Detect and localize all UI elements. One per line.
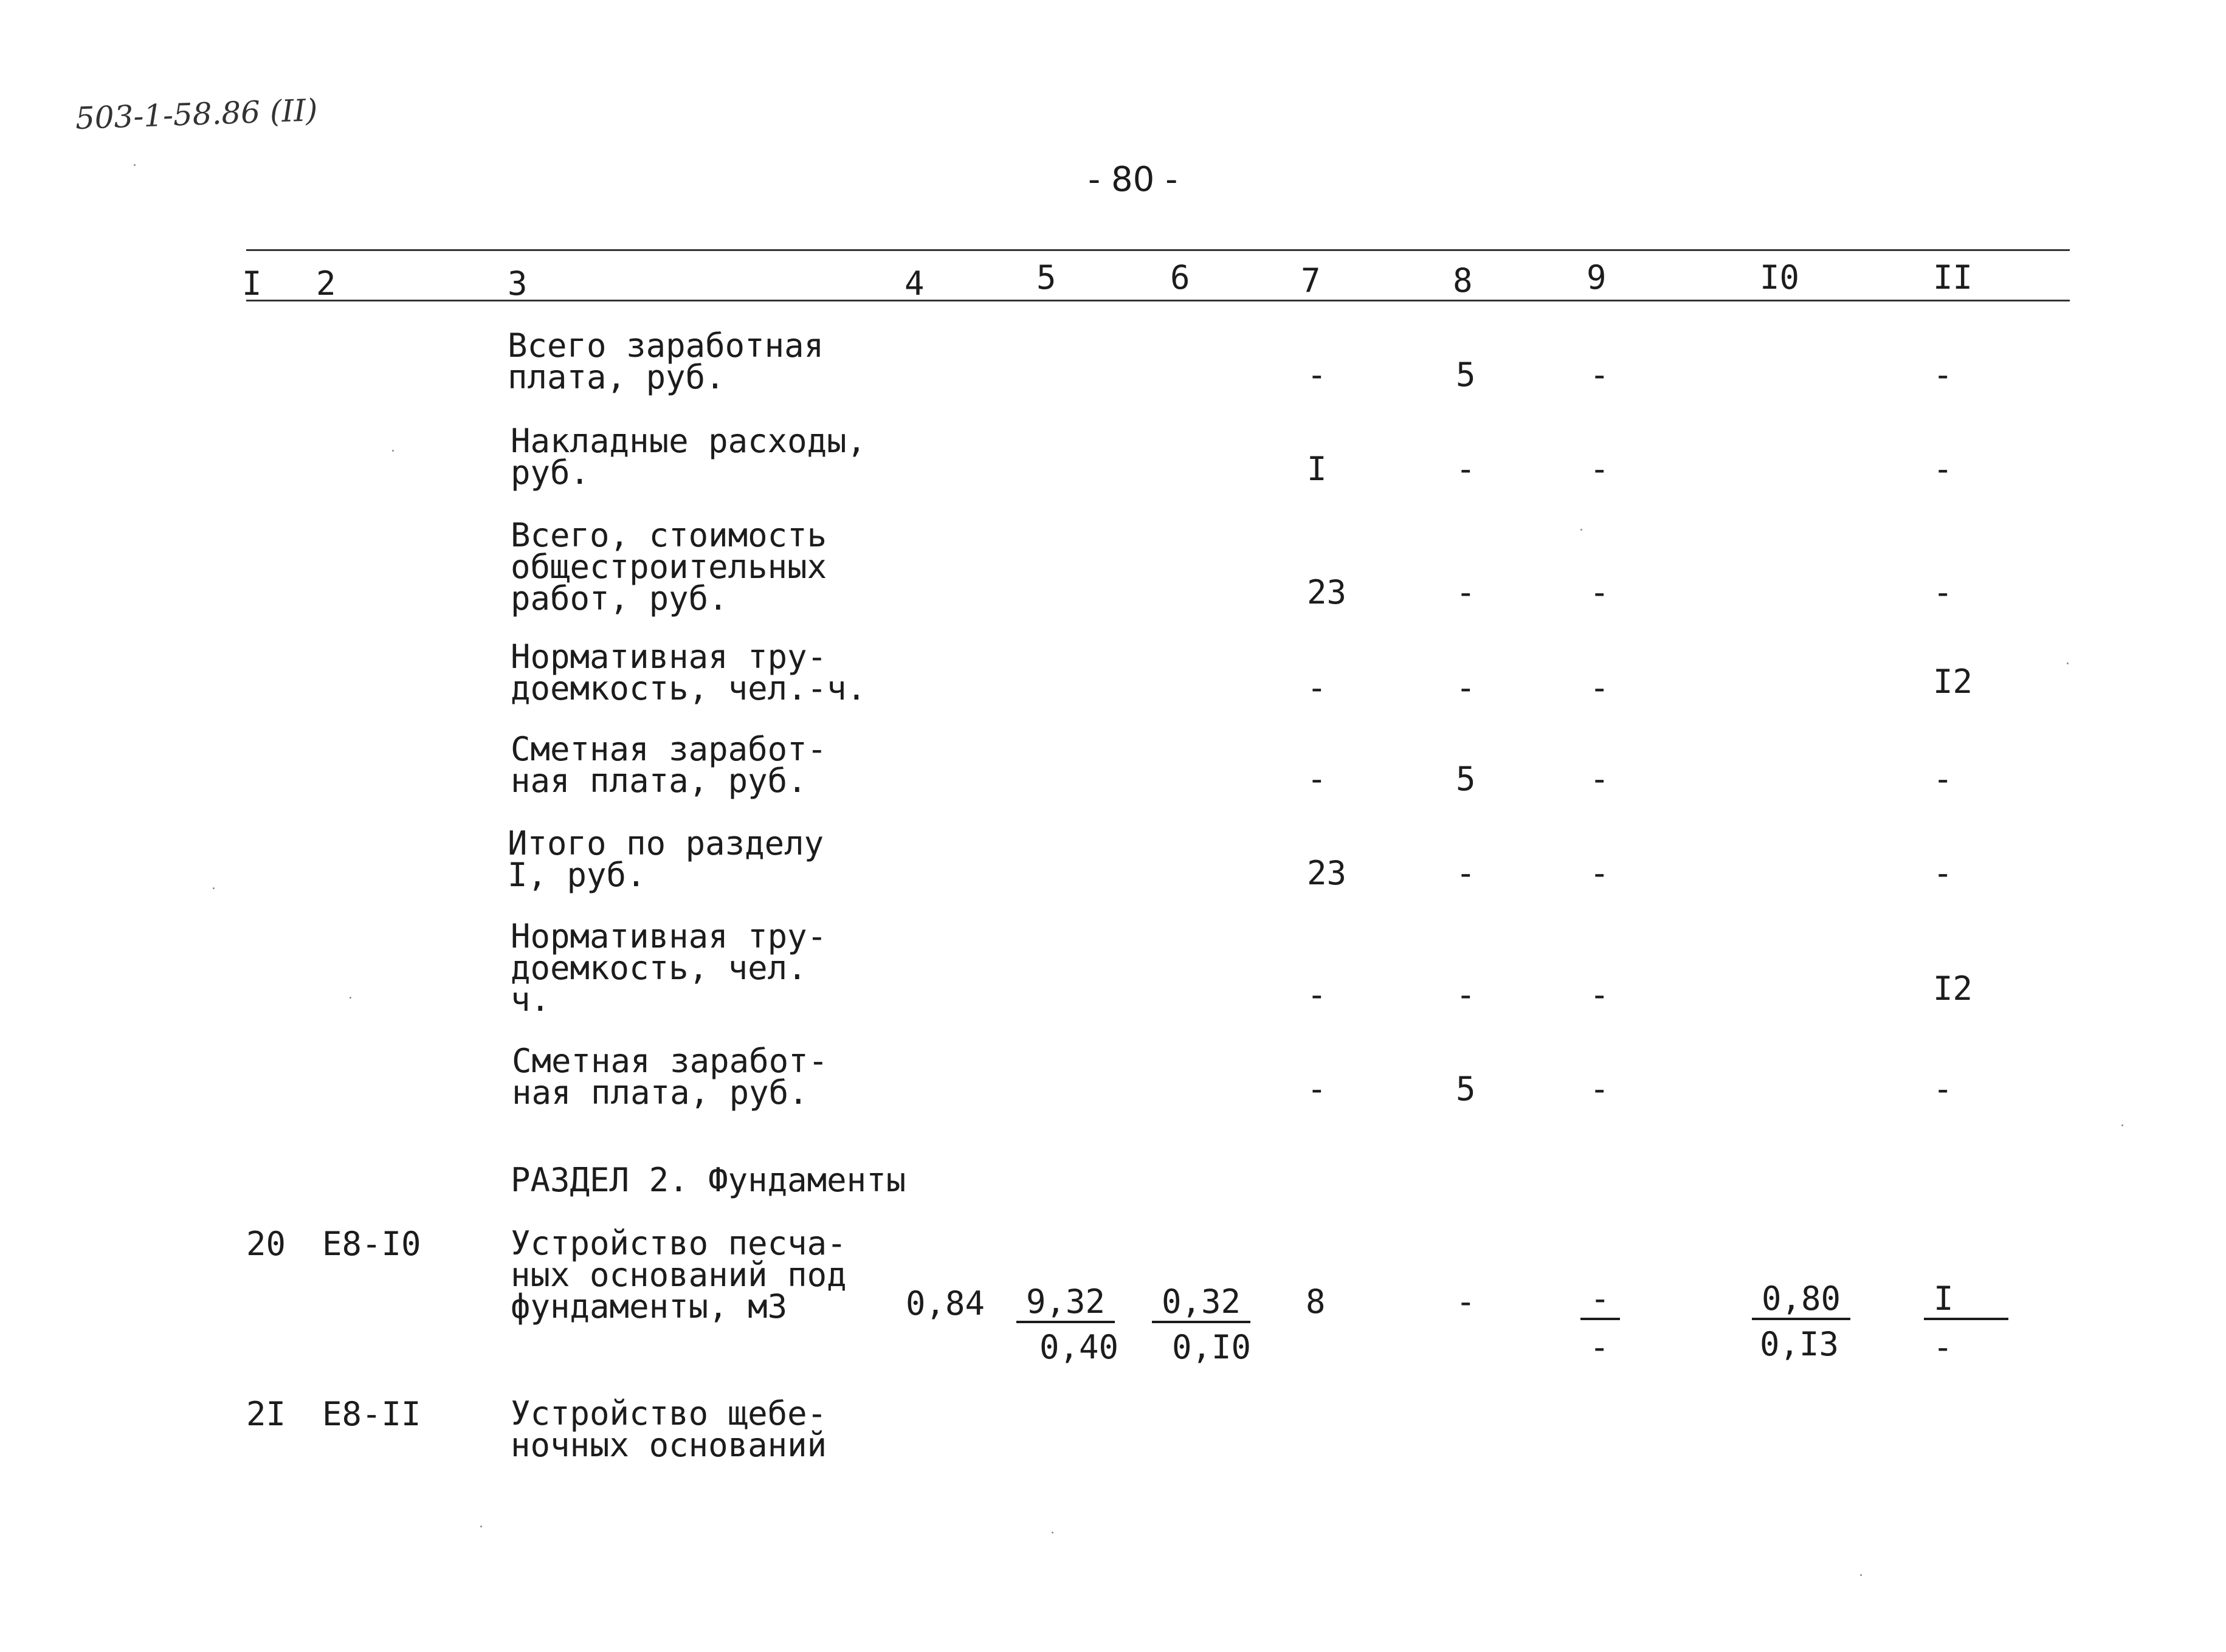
item-code: Е8-I0	[322, 1225, 421, 1263]
col9-value: -	[1590, 854, 1610, 892]
item-number: 20	[246, 1225, 286, 1263]
col8-value: -	[1456, 976, 1476, 1014]
scan-speck	[392, 450, 394, 452]
page-number: - 80 -	[1088, 160, 1178, 199]
col7-value: 8	[1306, 1282, 1326, 1321]
col11-value: -	[1933, 854, 1953, 892]
col5-top-value: 9,32	[1016, 1285, 1115, 1323]
row-description: Нормативная тру- доемкость, чел. ч.	[511, 917, 827, 1019]
col6-bottom-value: 0,I0	[1172, 1328, 1252, 1366]
col9-top-value: -	[1580, 1282, 1620, 1320]
column-header-9: 9	[1587, 258, 1607, 297]
col9-value: -	[1590, 760, 1610, 798]
col11-value: -	[1933, 573, 1953, 611]
col9-value: -	[1590, 356, 1610, 394]
row-description: Нормативная тру- доемкость, чел.-ч.	[511, 638, 867, 707]
col4-value: 0,84	[906, 1284, 985, 1323]
col8-value: -	[1456, 854, 1476, 892]
col8-value: -	[1456, 573, 1476, 611]
column-header-11: II	[1933, 258, 1973, 297]
scan-speck	[2067, 663, 2069, 664]
col7-value: -	[1307, 669, 1327, 707]
document-code: 503-1-58.86 (II)	[74, 92, 319, 136]
scan-speck	[213, 887, 215, 889]
col7-value: -	[1307, 976, 1327, 1014]
col7-value: 23	[1307, 573, 1347, 611]
column-header-7: 7	[1301, 261, 1321, 300]
col8-value: -	[1456, 1282, 1476, 1321]
scan-speck	[480, 1526, 482, 1527]
col11-value: -	[1933, 760, 1953, 798]
row-description: Сметная заработ- ная плата, руб.	[511, 730, 827, 800]
col11-bottom-value: -	[1933, 1328, 1953, 1366]
scan-speck	[350, 997, 351, 999]
col8-value: -	[1456, 450, 1476, 488]
column-header-1: I	[242, 264, 262, 303]
col10-bottom-value: 0,I3	[1760, 1325, 1839, 1363]
col8-value: -	[1456, 669, 1476, 707]
col7-value: 23	[1307, 854, 1347, 892]
col7-value: -	[1307, 760, 1327, 798]
col8-value: 5	[1456, 356, 1476, 394]
row-description: Всего, стоимость общестроительных работ, руб.	[511, 516, 827, 618]
col10-top-value: 0,80	[1752, 1282, 1850, 1320]
col7-value: I	[1307, 450, 1327, 488]
col11-value: I2	[1933, 663, 1973, 701]
row-description: Устройство щебе- ночных оснований	[511, 1394, 827, 1464]
scan-speck	[2121, 1124, 2123, 1126]
column-header-2: 2	[316, 264, 336, 303]
item-code: Е8-II	[322, 1395, 421, 1433]
row-description: Устройство песча- ных оснований под фундаменты, м3	[511, 1224, 847, 1326]
column-header-8: 8	[1453, 261, 1473, 300]
row-description: Всего заработная плата, руб.	[508, 326, 824, 396]
col9-value: -	[1590, 573, 1610, 611]
item-number: 2I	[246, 1395, 286, 1433]
scan-speck	[1860, 1574, 1862, 1576]
col11-value: -	[1933, 450, 1953, 488]
column-header-3: 3	[508, 264, 528, 303]
scan-speck	[1052, 1532, 1053, 1533]
col9-value: -	[1590, 1070, 1610, 1108]
col8-value: 5	[1456, 1070, 1476, 1108]
col6-top-value: 0,32	[1152, 1285, 1250, 1323]
column-header-4: 4	[905, 264, 925, 303]
col5-bottom-value: 0,40	[1039, 1328, 1119, 1366]
scan-speck	[134, 164, 136, 166]
column-header-6: 6	[1170, 258, 1190, 297]
col11-top-value: I	[1924, 1282, 2008, 1320]
col7-value: -	[1307, 356, 1327, 394]
row-description: Итого по разделу I, руб.	[508, 824, 824, 894]
section-title: РАЗДЕЛ 2. Фундаменты	[511, 1161, 906, 1199]
col11-value: -	[1933, 356, 1953, 394]
column-header-5: 5	[1036, 258, 1056, 297]
col8-value: 5	[1456, 760, 1476, 798]
row-description: Сметная заработ- ная плата, руб.	[512, 1042, 829, 1112]
col7-value: -	[1307, 1070, 1327, 1108]
column-header-10: I0	[1760, 258, 1800, 297]
row-description: Накладные расходы, руб.	[511, 422, 867, 492]
col11-value: -	[1933, 1070, 1953, 1108]
col9-value: -	[1590, 450, 1610, 488]
col9-value: -	[1590, 976, 1610, 1014]
col9-bottom-value: -	[1590, 1328, 1610, 1366]
col9-value: -	[1590, 669, 1610, 707]
col11-value: I2	[1933, 969, 1973, 1008]
header-top-rule	[246, 249, 2070, 251]
scan-speck	[1580, 529, 1582, 531]
